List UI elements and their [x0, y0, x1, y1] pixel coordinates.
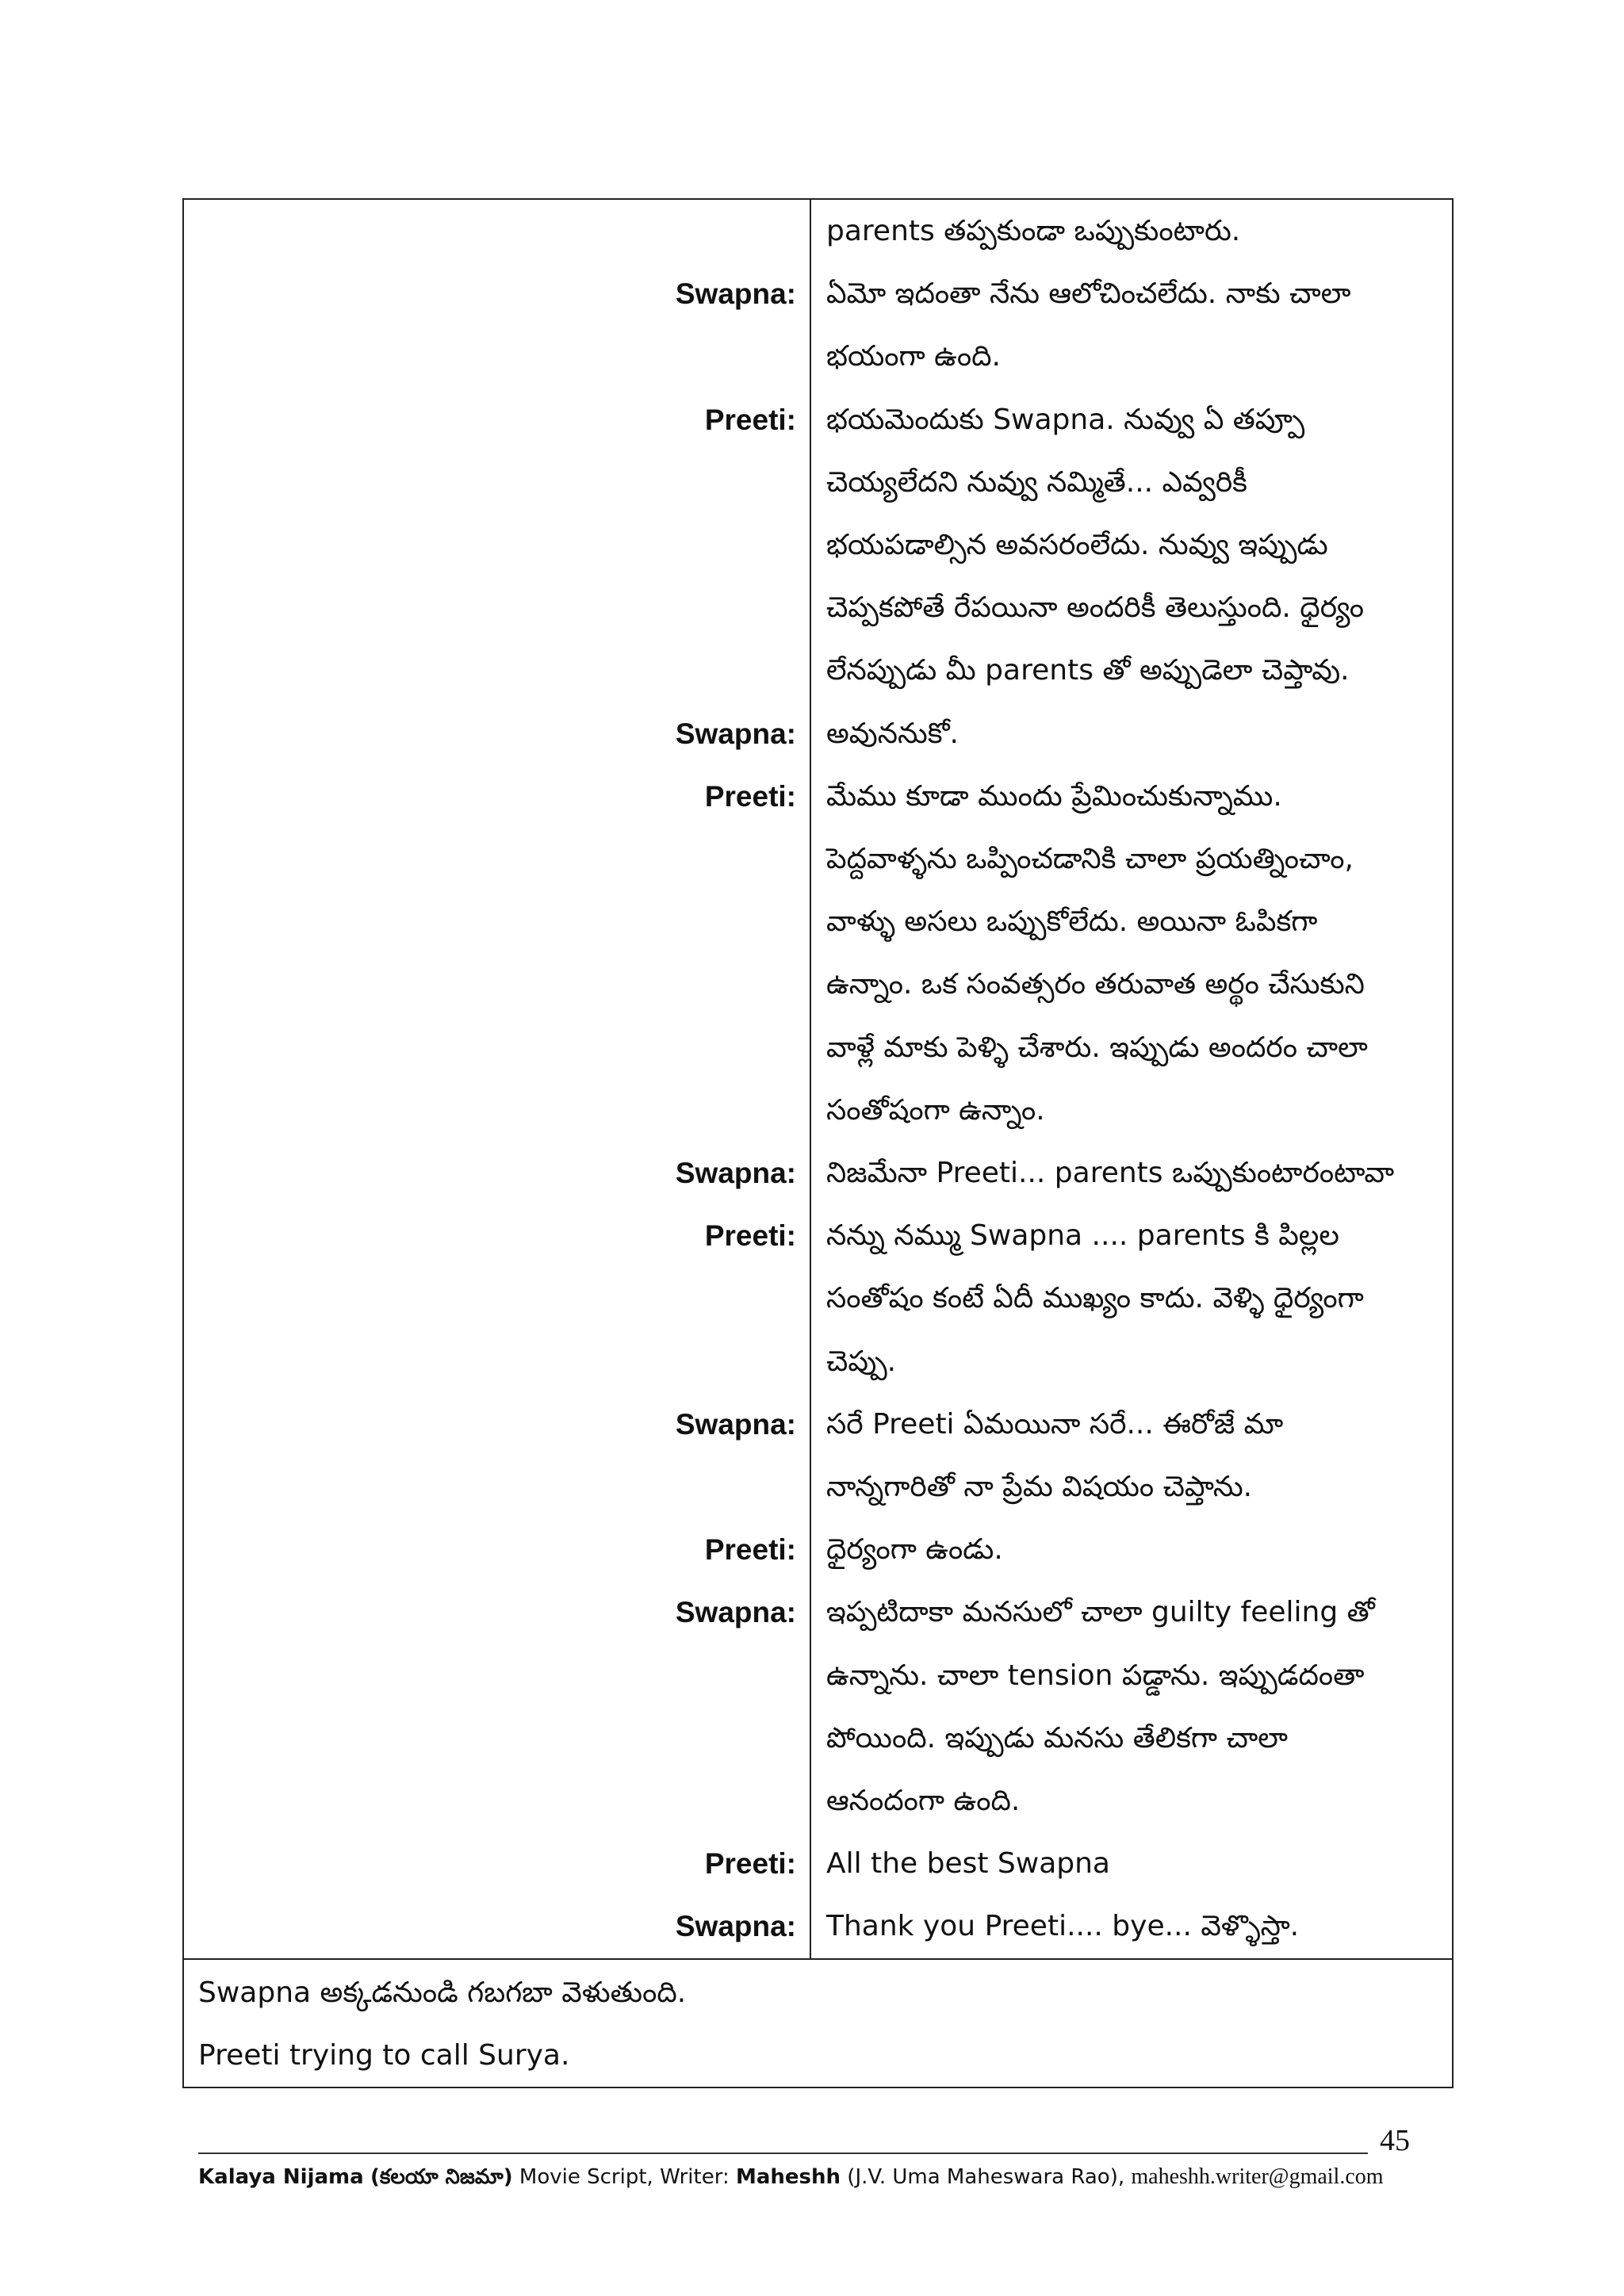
dialogue-text: ఇప్పటిదాకా మనసులో చాలా guilty feeling తో [826, 1596, 1375, 1629]
footer-writer-full: (J.V. Uma Maheswara Rao), [841, 2165, 1132, 2189]
dialogue-row [184, 1393, 1452, 1456]
dialogue-row [184, 1832, 1452, 1895]
dialogue-row [184, 1016, 1452, 1079]
dialogue-text: parents తప్పకుండా ఒప్పుకుంటారు. [826, 215, 1241, 247]
footer-rule [198, 2152, 1368, 2154]
script-table [182, 198, 1454, 2088]
dialogue-row [184, 1330, 1452, 1393]
dialogue-text: ఏమో ఇదంతా నేను ఆలోచించలేదు. నాకు చాలా [826, 277, 1351, 311]
footer-writer: Maheshh [735, 2165, 841, 2189]
dialogue-text: చెప్పకపోతే రేపయినా అందరికీ తెలుస్తుంది. ధైర్యం [826, 591, 1365, 625]
dialogue-row [184, 639, 1452, 702]
dialogue-text: సంతోషం కంటే ఏదీ ముఖ్యం కాదు. వెళ్ళి ధైర్యంగా [826, 1282, 1364, 1315]
dialogue-text: వాళ్లే మాకు పెళ్ళి చేశారు. ఇప్పుడు అందరం చాలా [826, 1031, 1368, 1064]
speaker-name: Preeti: [704, 1533, 796, 1567]
dialogue-row [184, 576, 1452, 639]
dialogue-row [184, 1644, 1452, 1707]
dialogue-row [184, 451, 1452, 514]
dialogue-row [184, 325, 1452, 388]
dialogue-text: సంతోషంగా ఉన్నాం. [826, 1093, 1045, 1127]
dialogue-text: ఆనందంగా ఉంది. [826, 1785, 1021, 1817]
dialogue-row [184, 1518, 1452, 1581]
dialogue-row [184, 200, 1452, 262]
speaker-name: Preeti: [704, 1219, 796, 1253]
dialogue-text: ధైర్యంగా ఉండు. [826, 1533, 1003, 1567]
dialogue-text: ఉన్నాను. చాలా tension పడ్డాను. ఇప్పుడదంతా [826, 1659, 1365, 1692]
speaker-name: Preeti: [704, 403, 796, 436]
dialogue-row [184, 1707, 1452, 1770]
dialogue-row [184, 765, 1452, 828]
action-block [184, 1960, 1452, 2090]
footer-title-telugu: (కలయా నిజమా) [370, 2165, 513, 2189]
dialogue-row [184, 1770, 1452, 1832]
dialogue-text: భయపడాల్సిన అవసరంలేదు. నువ్వు ఇప్పుడు [826, 529, 1328, 561]
dialogue-text: లేనప్పుడు మీ parents తో అప్పుడెలా చెప్తావు. [826, 654, 1350, 687]
footer-script-label: Movie Script, Writer: [512, 2165, 736, 2189]
footer-title: Kalaya Nijama [198, 2165, 364, 2189]
action-line: Swapna అక్కడనుండి గబగబా వెళుతుంది. [198, 1976, 687, 2009]
dialogue-row [184, 953, 1452, 1016]
dialogue-text: All the best Swapna [826, 1847, 1110, 1881]
speaker-name: Swapna: [675, 1407, 796, 1441]
dialogue-text: నన్ను నమ్ము Swapna .... parents కి పిల్లల [826, 1219, 1339, 1253]
dialogue-row [184, 1204, 1452, 1267]
dialogue-row [184, 702, 1452, 765]
dialogue-block [184, 200, 1452, 1960]
dialogue-row [184, 514, 1452, 576]
speaker-name: Swapna: [675, 1910, 796, 1943]
dialogue-row [184, 890, 1452, 953]
speaker-name: Swapna: [675, 1596, 796, 1629]
dialogue-text: భయంగా ఉంది. [826, 340, 1001, 373]
footer-credit [198, 2164, 1384, 2194]
dialogue-text: మేము కూడా ముందు ప్రేమించుకున్నాము. [826, 779, 1282, 813]
dialogue-row [184, 1581, 1452, 1644]
dialogue-text: నాన్నగారితో నా ప్రేమ విషయం చెప్తాను. [826, 1471, 1253, 1503]
footer-email: maheshh.writer@gmail.com [1131, 2164, 1384, 2189]
dialogue-text: అవుననుకో. [826, 717, 959, 750]
dialogue-row [184, 388, 1452, 451]
action-line: Preeti trying to call Surya. [198, 2039, 570, 2072]
speaker-name: Swapna: [675, 717, 796, 750]
dialogue-text: చెప్పు. [826, 1345, 897, 1378]
dialogue-text: వాళ్ళు అసలు ఒప్పుకోలేదు. అయినా ఓపికగా [826, 905, 1318, 939]
dialogue-row [184, 1895, 1452, 1957]
dialogue-text: Thank you Preeti.... bye... వెళ్ళొస్తా. [826, 1910, 1300, 1943]
dialogue-row [184, 262, 1452, 325]
speaker-name: Swapna: [675, 1157, 796, 1189]
dialogue-text: ఉన్నాం. ఒక సంవత్సరం తరువాత అర్థం చేసుకుని [826, 968, 1365, 1001]
speaker-name: Preeti: [704, 1847, 796, 1881]
dialogue-text: చెయ్యలేదని నువ్వు నమ్మితే... ఎవ్వరికీ [826, 465, 1247, 499]
dialogue-text: నిజమేనా Preeti... parents ఒప్పుకుంటారంటావా [826, 1157, 1395, 1189]
dialogue-row [184, 1079, 1452, 1142]
dialogue-row [184, 1267, 1452, 1330]
speaker-name: Swapna: [675, 277, 796, 311]
dialogue-row [184, 1142, 1452, 1204]
dialogue-text: పెద్దవాళ్ళను ఒప్పించడానికి చాలా ప్రయత్నించాం, [826, 843, 1354, 875]
page-number: 45 [1380, 2124, 1410, 2157]
dialogue-row [184, 1456, 1452, 1518]
speaker-name: Preeti: [704, 779, 796, 813]
dialogue-text: పోయింది. ఇప్పుడు మనసు తేలికగా చాలా [826, 1721, 1288, 1755]
dialogue-row [184, 828, 1452, 890]
dialogue-text: సరే Preeti ఏమయినా సరే... ఈరోజే మా [826, 1407, 1284, 1441]
dialogue-text: భయమెందుకు Swapna. నువ్వు ఏ తప్పూ [826, 403, 1305, 436]
